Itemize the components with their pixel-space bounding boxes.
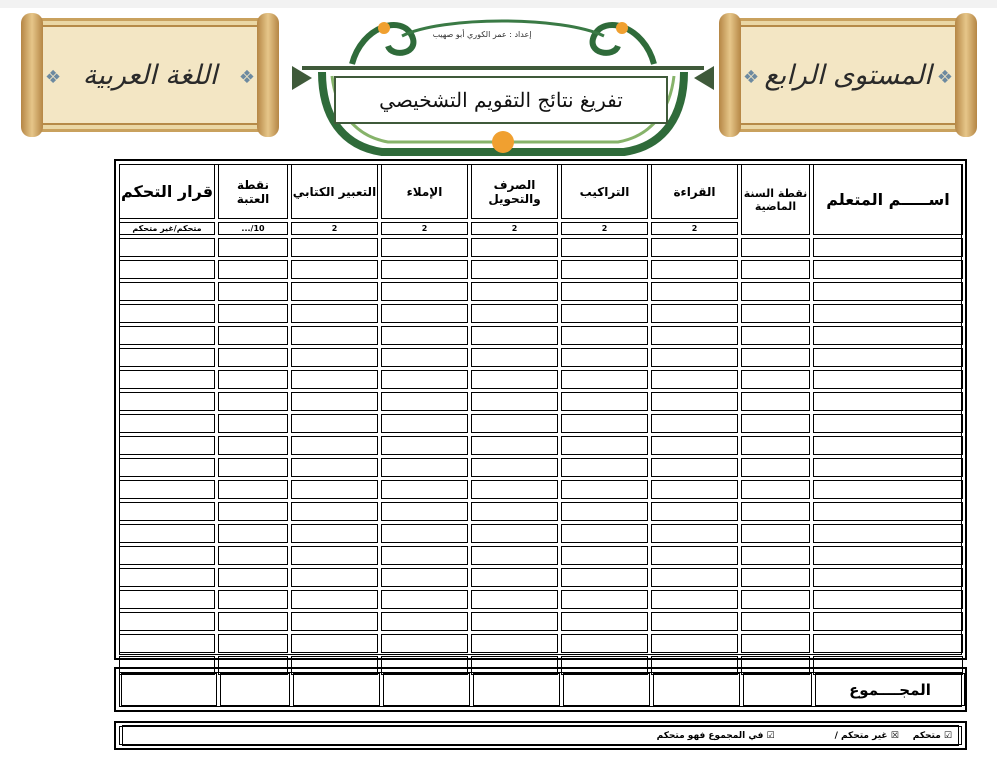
- scroll-roll-left: [21, 13, 43, 137]
- table-cell[interactable]: [813, 304, 963, 323]
- table-cell[interactable]: [813, 348, 963, 367]
- table-cell[interactable]: [651, 282, 738, 301]
- table-cell[interactable]: [741, 348, 810, 367]
- table-cell[interactable]: [651, 260, 738, 279]
- table-cell[interactable]: [218, 568, 288, 587]
- table-cell[interactable]: [813, 414, 963, 433]
- table-cell[interactable]: [119, 326, 215, 345]
- table-cell[interactable]: [119, 348, 215, 367]
- prepared-by-text: إعداد : عمر الكوري أبو صهيب: [432, 30, 532, 39]
- table-cell[interactable]: [651, 414, 738, 433]
- table-cell[interactable]: [741, 414, 810, 433]
- table-cell[interactable]: [381, 370, 468, 389]
- table-cell[interactable]: [471, 392, 558, 411]
- table-cell[interactable]: [813, 458, 963, 477]
- max-score-dictation: 2: [381, 222, 468, 235]
- subject-title: اللغة العربية: [82, 59, 218, 91]
- table-cell[interactable]: [218, 238, 288, 257]
- column-header-reading: القراءة: [651, 164, 738, 219]
- table-cell[interactable]: [119, 590, 215, 609]
- table-cell[interactable]: [813, 568, 963, 587]
- ornament-icon: ❖: [45, 67, 62, 88]
- table-cell[interactable]: [813, 238, 963, 257]
- table-cell[interactable]: [561, 568, 648, 587]
- table-cell[interactable]: [119, 414, 215, 433]
- table-cell[interactable]: [218, 546, 288, 565]
- table-cell[interactable]: [119, 370, 215, 389]
- table-cell[interactable]: [561, 480, 648, 499]
- table-cell[interactable]: [741, 260, 810, 279]
- table-cell[interactable]: [561, 612, 648, 631]
- table-cell[interactable]: [291, 238, 378, 257]
- table-cell[interactable]: [741, 590, 810, 609]
- table-row: [119, 326, 963, 345]
- table-row: [119, 524, 963, 543]
- threshold-subheader: 10/...: [218, 222, 288, 235]
- table-cell[interactable]: [381, 348, 468, 367]
- results-table: [116, 161, 966, 678]
- table-cell[interactable]: [291, 524, 378, 543]
- table-cell[interactable]: [218, 282, 288, 301]
- table-cell[interactable]: [813, 546, 963, 565]
- table-cell[interactable]: [291, 370, 378, 389]
- ornament-icon: ❖: [743, 67, 760, 88]
- table-cell[interactable]: [813, 502, 963, 521]
- table-cell[interactable]: [741, 480, 810, 499]
- legend-mastered: ☑ متحكم: [912, 730, 952, 741]
- table-cell[interactable]: [291, 480, 378, 499]
- table-cell[interactable]: [291, 458, 378, 477]
- last-year-column-header: نقطة السنة الماضية: [741, 164, 810, 235]
- table-cell[interactable]: [561, 370, 648, 389]
- table-cell[interactable]: [471, 634, 558, 653]
- table-cell[interactable]: [651, 370, 738, 389]
- level-banner: [730, 18, 966, 132]
- summary-label: المجــــموع: [815, 673, 965, 706]
- table-cell[interactable]: [741, 612, 810, 631]
- table-cell[interactable]: [651, 546, 738, 565]
- table-cell[interactable]: [651, 568, 738, 587]
- summary-cell[interactable]: [121, 673, 217, 706]
- table-cell[interactable]: [218, 524, 288, 543]
- table-cell[interactable]: [741, 634, 810, 653]
- table-cell[interactable]: [741, 524, 810, 543]
- table-cell[interactable]: [471, 546, 558, 565]
- table-cell[interactable]: [813, 436, 963, 455]
- table-cell[interactable]: [218, 458, 288, 477]
- table-cell[interactable]: [471, 326, 558, 345]
- summary-cell[interactable]: [293, 673, 380, 706]
- table-cell[interactable]: [471, 612, 558, 631]
- table-cell[interactable]: [218, 304, 288, 323]
- table-row: [119, 590, 963, 609]
- table-cell[interactable]: [651, 612, 738, 631]
- table-cell[interactable]: [651, 304, 738, 323]
- table-cell[interactable]: [471, 348, 558, 367]
- max-score-morphology: 2: [471, 222, 558, 235]
- table-cell[interactable]: [291, 546, 378, 565]
- table-row: [119, 546, 963, 565]
- table-cell[interactable]: [651, 458, 738, 477]
- table-cell[interactable]: [471, 458, 558, 477]
- table-cell[interactable]: [381, 282, 468, 301]
- table-cell[interactable]: [561, 458, 648, 477]
- table-cell[interactable]: [651, 326, 738, 345]
- name-column-header: اســـــم المتعلم: [813, 164, 963, 235]
- table-cell[interactable]: [119, 524, 215, 543]
- page-title: تفريغ نتائج التقويم التشخيصي: [334, 76, 668, 124]
- table-cell[interactable]: [291, 304, 378, 323]
- table-cell[interactable]: [741, 282, 810, 301]
- table-cell[interactable]: [813, 524, 963, 543]
- table-row: [119, 568, 963, 587]
- summary-cell[interactable]: [473, 673, 560, 706]
- table-cell[interactable]: [561, 546, 648, 565]
- table-cell[interactable]: [741, 238, 810, 257]
- table-cell[interactable]: [218, 480, 288, 499]
- table-cell[interactable]: [561, 502, 648, 521]
- table-cell[interactable]: [119, 502, 215, 521]
- table-cell[interactable]: [561, 590, 648, 609]
- table-cell[interactable]: [381, 238, 468, 257]
- table-cell[interactable]: [741, 568, 810, 587]
- table-cell[interactable]: [471, 282, 558, 301]
- table-cell[interactable]: [218, 370, 288, 389]
- table-cell[interactable]: [651, 502, 738, 521]
- table-cell[interactable]: [381, 524, 468, 543]
- table-cell[interactable]: [813, 612, 963, 631]
- table-cell[interactable]: [741, 326, 810, 345]
- table-cell[interactable]: [291, 590, 378, 609]
- table-cell[interactable]: [381, 260, 468, 279]
- table-cell[interactable]: [651, 436, 738, 455]
- table-cell[interactable]: [651, 392, 738, 411]
- table-cell[interactable]: [291, 326, 378, 345]
- table-cell[interactable]: [561, 282, 648, 301]
- table-cell[interactable]: [651, 238, 738, 257]
- table-row: [119, 348, 963, 367]
- table-row: [119, 370, 963, 389]
- decision-subheader: متحكم/غير متحكم: [119, 222, 215, 235]
- table-row: [119, 282, 963, 301]
- table-cell[interactable]: [741, 436, 810, 455]
- table-cell[interactable]: [741, 502, 810, 521]
- table-cell[interactable]: [651, 524, 738, 543]
- table-cell[interactable]: [471, 524, 558, 543]
- table-cell[interactable]: [561, 260, 648, 279]
- table-cell[interactable]: [561, 326, 648, 345]
- table-cell[interactable]: [651, 348, 738, 367]
- table-cell[interactable]: [291, 436, 378, 455]
- table-cell[interactable]: [741, 392, 810, 411]
- table-cell[interactable]: [218, 502, 288, 521]
- table-cell[interactable]: [381, 414, 468, 433]
- table-cell[interactable]: [218, 634, 288, 653]
- table-cell[interactable]: [291, 414, 378, 433]
- ornament-icon: ❖: [238, 67, 255, 88]
- column-header-writing: التعبير الكتابي: [291, 164, 378, 219]
- table-cell[interactable]: [471, 436, 558, 455]
- table-cell[interactable]: [119, 282, 215, 301]
- table-cell[interactable]: [119, 546, 215, 565]
- table-cell[interactable]: [291, 260, 378, 279]
- table-cell[interactable]: [381, 546, 468, 565]
- table-cell[interactable]: [471, 502, 558, 521]
- table-cell[interactable]: [651, 480, 738, 499]
- table-cell[interactable]: [381, 326, 468, 345]
- max-score-reading: 2: [651, 222, 738, 235]
- table-cell[interactable]: [119, 392, 215, 411]
- threshold-column-header: نقطة العتبة: [218, 164, 288, 219]
- table-cell[interactable]: [741, 370, 810, 389]
- max-score-writing: 2: [291, 222, 378, 235]
- level-title: المستوى الرابع: [764, 59, 932, 91]
- subject-banner: [32, 18, 268, 132]
- table-cell[interactable]: [471, 568, 558, 587]
- table-cell[interactable]: [741, 546, 810, 565]
- table-cell[interactable]: [291, 568, 378, 587]
- table-cell[interactable]: [471, 590, 558, 609]
- decision-column-header: قرار التحكم: [119, 164, 215, 219]
- column-header-dictation: الإملاء: [381, 164, 468, 219]
- table-cell[interactable]: [561, 348, 648, 367]
- table-cell[interactable]: [471, 414, 558, 433]
- table-cell[interactable]: [471, 370, 558, 389]
- ornament-icon: ❖: [936, 67, 953, 88]
- table-cell[interactable]: [218, 612, 288, 631]
- table-cell[interactable]: [471, 304, 558, 323]
- table-row: [119, 414, 963, 433]
- summary-cell[interactable]: [383, 673, 470, 706]
- table-cell[interactable]: [291, 502, 378, 521]
- legend-total-rule: ☑ في المجموع فهو متحكم: [656, 730, 775, 741]
- table-cell[interactable]: [561, 238, 648, 257]
- table-cell[interactable]: [218, 392, 288, 411]
- table-cell[interactable]: [381, 568, 468, 587]
- table-cell[interactable]: [381, 590, 468, 609]
- table-cell[interactable]: [813, 282, 963, 301]
- table-cell[interactable]: [119, 480, 215, 499]
- table-cell[interactable]: [218, 414, 288, 433]
- summary-cell[interactable]: [653, 673, 740, 706]
- table-row: [119, 634, 963, 653]
- table-cell[interactable]: [119, 568, 215, 587]
- column-header-morphology: الصرف والتحويل: [471, 164, 558, 219]
- table-cell[interactable]: [561, 392, 648, 411]
- legend: [122, 725, 959, 746]
- table-row: [119, 458, 963, 477]
- summary-cell[interactable]: [743, 673, 812, 706]
- table-cell[interactable]: [813, 370, 963, 389]
- summary-cell[interactable]: [563, 673, 650, 706]
- table-cell[interactable]: [218, 326, 288, 345]
- table-cell[interactable]: [813, 260, 963, 279]
- table-cell[interactable]: [561, 436, 648, 455]
- table-cell[interactable]: [291, 282, 378, 301]
- table-row: [119, 612, 963, 631]
- table-cell[interactable]: [813, 480, 963, 499]
- table-cell[interactable]: [741, 304, 810, 323]
- table-row: [119, 304, 963, 323]
- summary-cell[interactable]: [220, 673, 290, 706]
- scroll-roll-right: [955, 13, 977, 137]
- table-row: [119, 238, 963, 257]
- table-cell[interactable]: [561, 414, 648, 433]
- table-cell[interactable]: [291, 634, 378, 653]
- table-cell[interactable]: [291, 392, 378, 411]
- table-cell[interactable]: [381, 392, 468, 411]
- table-row: [119, 392, 963, 411]
- table-cell[interactable]: [381, 458, 468, 477]
- scroll-roll-left: [719, 13, 741, 137]
- table-cell[interactable]: [561, 304, 648, 323]
- table-cell[interactable]: [381, 436, 468, 455]
- table-cell[interactable]: [218, 348, 288, 367]
- table-cell[interactable]: [813, 326, 963, 345]
- table-cell[interactable]: [291, 612, 378, 631]
- table-cell[interactable]: [119, 238, 215, 257]
- table-cell[interactable]: [813, 590, 963, 609]
- table-cell[interactable]: [381, 304, 468, 323]
- table-cell[interactable]: [218, 260, 288, 279]
- table-cell[interactable]: [471, 480, 558, 499]
- table-cell[interactable]: [651, 634, 738, 653]
- table-cell[interactable]: [381, 502, 468, 521]
- table-cell[interactable]: [561, 634, 648, 653]
- table-row: [119, 480, 963, 499]
- table-cell[interactable]: [381, 612, 468, 631]
- table-cell[interactable]: [218, 436, 288, 455]
- table-cell[interactable]: [291, 348, 378, 367]
- table-cell[interactable]: [561, 524, 648, 543]
- table-row: [119, 260, 963, 279]
- table-cell[interactable]: [119, 436, 215, 455]
- legend-not-mastered: ☒ غير متحكم /: [834, 730, 899, 741]
- table-cell[interactable]: [119, 458, 215, 477]
- table-cell[interactable]: [381, 480, 468, 499]
- column-header-structures: التراكيب: [561, 164, 648, 219]
- summary-table: [118, 670, 968, 709]
- max-score-structures: 2: [561, 222, 648, 235]
- table-cell[interactable]: [119, 612, 215, 631]
- table-cell[interactable]: [471, 238, 558, 257]
- table-cell[interactable]: [218, 590, 288, 609]
- table-row: [119, 436, 963, 455]
- table-cell[interactable]: [119, 260, 215, 279]
- table-cell[interactable]: [813, 634, 963, 653]
- table-cell[interactable]: [471, 260, 558, 279]
- table-cell[interactable]: [651, 590, 738, 609]
- scroll-roll-right: [257, 13, 279, 137]
- table-cell[interactable]: [813, 392, 963, 411]
- table-cell[interactable]: [119, 634, 215, 653]
- table-cell[interactable]: [119, 304, 215, 323]
- table-row: [119, 502, 963, 521]
- table-cell[interactable]: [741, 458, 810, 477]
- table-cell[interactable]: [381, 634, 468, 653]
